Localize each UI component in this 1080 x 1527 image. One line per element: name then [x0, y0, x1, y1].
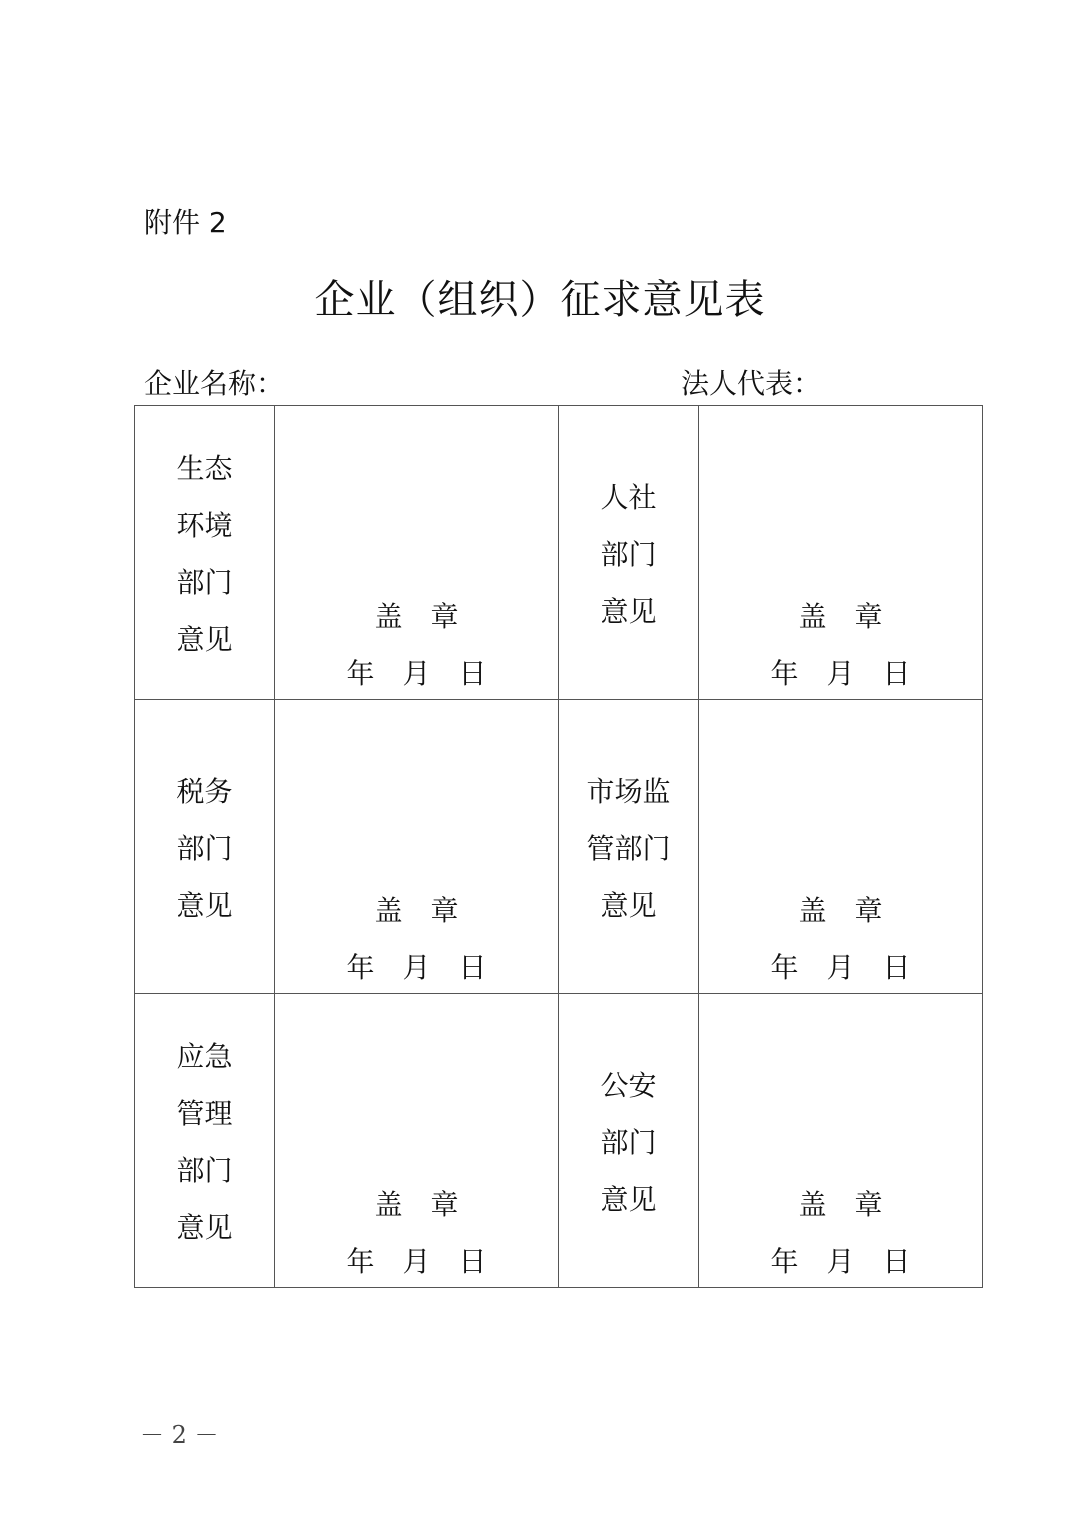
stamp-label: 盖 章	[798, 894, 883, 927]
dept-name	[559, 469, 698, 640]
dept-name-line: 环境	[176, 509, 233, 542]
opinion-cell-emergency-management[interactable]	[275, 994, 559, 1288]
dept-cell-tax	[135, 700, 275, 994]
table-row	[135, 994, 983, 1288]
dept-name	[559, 1057, 698, 1228]
dept-name-line: 应急	[176, 1040, 233, 1073]
dept-name-line: 部门	[176, 832, 233, 865]
dept-cell-emergency-management	[135, 994, 275, 1288]
dept-cell-public-security	[559, 994, 699, 1288]
stamp-label: 盖 章	[798, 1188, 883, 1221]
dept-cell-human-resources	[559, 406, 699, 700]
dept-name-line: 人社	[600, 481, 657, 514]
dept-cell-ecology-environment	[135, 406, 275, 700]
attachment-label: 附件 2	[144, 206, 227, 239]
dept-name-line: 意见	[600, 1183, 657, 1216]
dept-name	[135, 1028, 274, 1256]
dept-name-line: 意见	[176, 889, 233, 922]
date-label: 年 月 日	[770, 657, 911, 690]
stamp-label: 盖 章	[798, 600, 883, 633]
dept-name-line: 意见	[600, 595, 657, 628]
dept-name-line: 部门	[176, 1154, 233, 1187]
table-row	[135, 406, 983, 700]
date-label: 年 月 日	[346, 1245, 487, 1278]
dept-cell-market-supervision	[559, 700, 699, 994]
opinion-cell-ecology-environment[interactable]	[275, 406, 559, 700]
dept-name-line: 管理	[176, 1097, 233, 1130]
company-name-label: 企业名称：	[144, 367, 285, 400]
opinion-cell-market-supervision[interactable]	[699, 700, 983, 994]
dept-name-line: 部门	[600, 538, 657, 571]
table-row	[135, 700, 983, 994]
opinion-cell-public-security[interactable]	[699, 994, 983, 1288]
dept-name	[135, 440, 274, 668]
date-label: 年 月 日	[770, 1245, 911, 1278]
stamp-label: 盖 章	[374, 600, 459, 633]
legal-representative-label: 法人代表：	[681, 367, 822, 400]
dept-name	[559, 763, 698, 934]
stamp-label: 盖 章	[374, 1188, 459, 1221]
dept-name-line: 公安	[600, 1069, 657, 1102]
dept-name-line: 部门	[176, 566, 233, 599]
dept-name-line: 市场监	[586, 775, 671, 808]
date-label: 年 月 日	[346, 951, 487, 984]
dept-name-line: 税务	[176, 775, 233, 808]
stamp-label: 盖 章	[374, 894, 459, 927]
dept-name-line: 部门	[600, 1126, 657, 1159]
opinion-table	[134, 405, 983, 1288]
dept-name-line: 生态	[176, 452, 233, 485]
dept-name-line: 意见	[176, 1211, 233, 1244]
page-title: 企业（组织）征求意见表	[314, 277, 766, 323]
dept-name-line: 意见	[176, 623, 233, 656]
date-label: 年 月 日	[346, 657, 487, 690]
opinion-cell-tax[interactable]	[275, 700, 559, 994]
dept-name-line: 意见	[600, 889, 657, 922]
page-number: － 2 －	[140, 1421, 219, 1449]
opinion-cell-human-resources[interactable]	[699, 406, 983, 700]
dept-name	[135, 763, 274, 934]
date-label: 年 月 日	[770, 951, 911, 984]
dept-name-line: 管部门	[586, 832, 671, 865]
